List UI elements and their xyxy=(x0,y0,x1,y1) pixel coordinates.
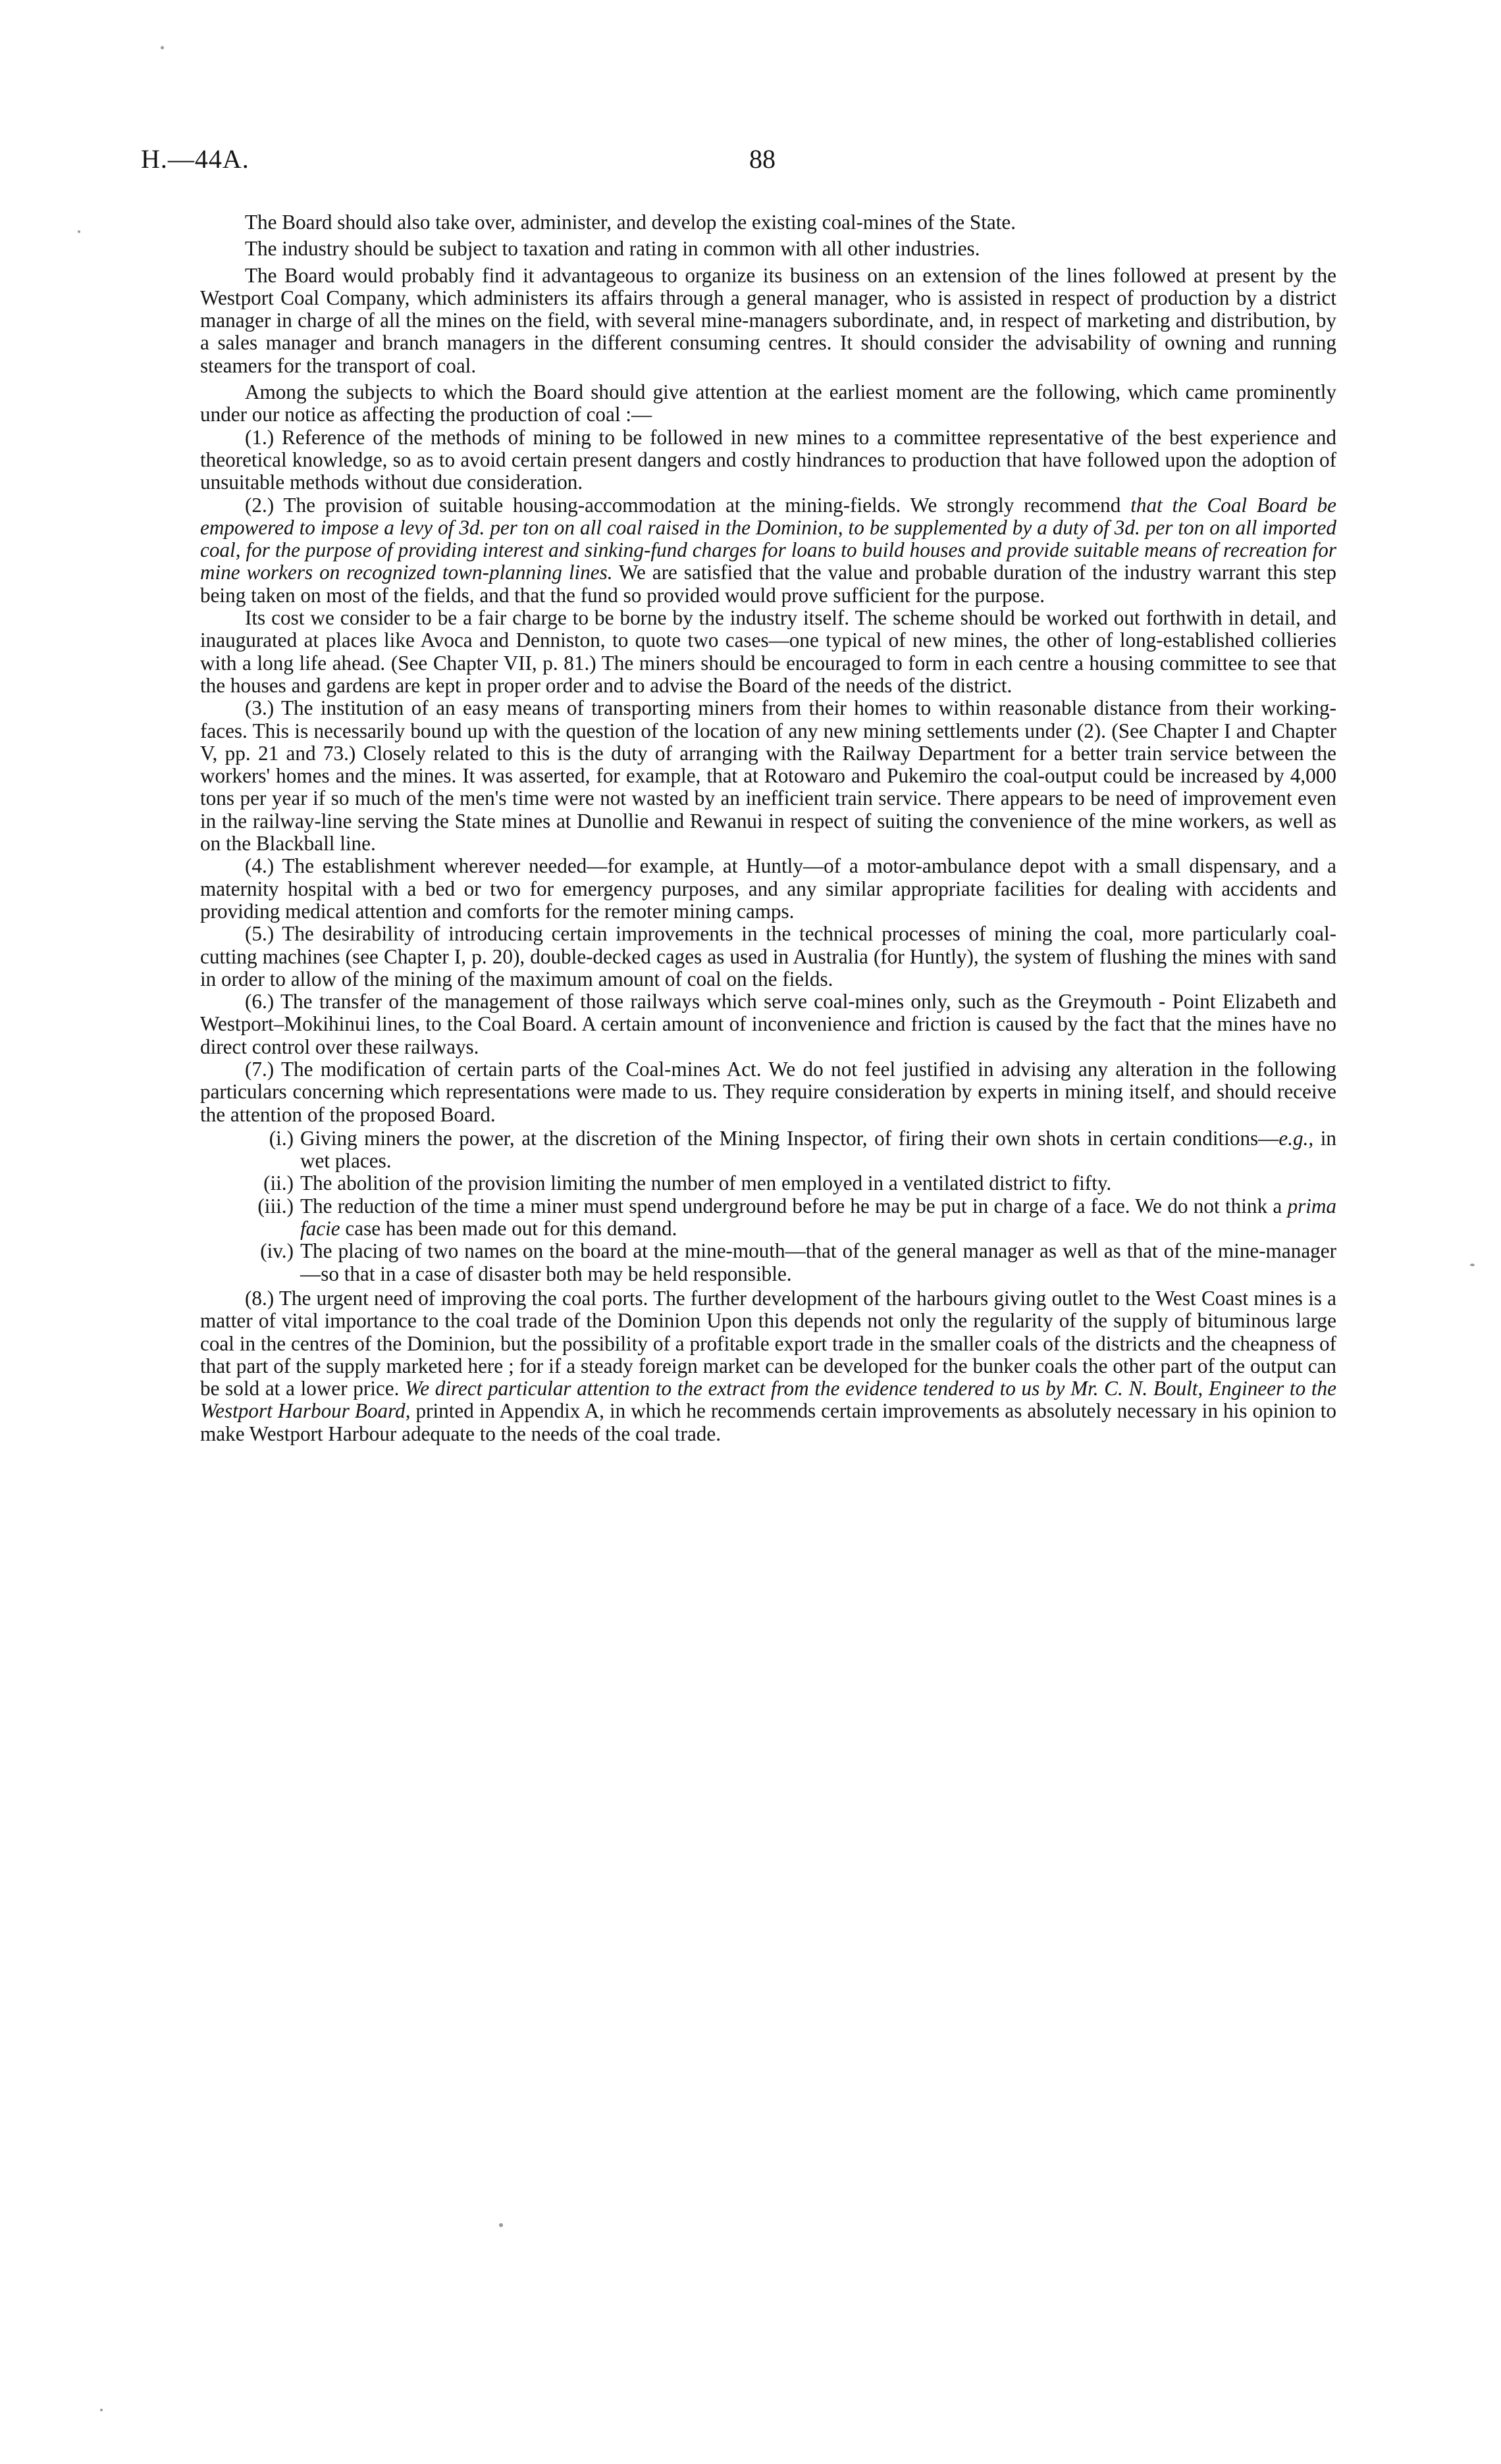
item-italic-text: We direct particular attention to the extract from the evidence tendered to us by Mr. C. N. Boult, Engineer to the Westport Harbour Board, xyxy=(200,1377,1336,1423)
body-text xyxy=(200,211,1336,1445)
list-item: (1.) Reference of the methods of mining to be followed in new mines to a committee representative of the best experience and theoretical knowledge, so as to avoid certain present dangers and costly hindrances to production that have followed upon the adoption of unsuitable methods without due consideration. xyxy=(200,425,1336,494)
paragraph: Among the subjects to which the Board should give attention at the earliest moment are the following, which came prominently under our notice as affecting the production of coal :— xyxy=(200,380,1336,426)
sub-item xyxy=(200,1195,1336,1241)
paragraph: The Board should also take over, administer, and develop the existing coal-mines of the State. xyxy=(245,211,1016,234)
item-text: (8.) The urgent need of improving the coal ports. The further development of the harbours giving outlet to the West Coast mines is a matter of vital importance to the coal trade of the Dominion Upon this depends not only the regularity of the supply of bituminous large coal in the centres of the Dominion, but the possibility of a profitable export trade in the smaller coals of the districts and the cheapness of that part of the supply marketed here ; for if a steady foreign market can be developed for the bunker coals the other part of the output can be sold at a lower price. xyxy=(200,1286,1336,1400)
scan-speck xyxy=(100,2409,103,2411)
sub-item-number: (iii.) xyxy=(257,1194,294,1218)
item-text: printed in Appendix A, in which he recommends certain improvements as absolutely necessary in his opinion to make Westport Harbour adequate to the needs of the coal trade. xyxy=(200,1399,1336,1445)
sub-item xyxy=(200,1127,1336,1173)
sub-item-text: The reduction of the time a miner must spend underground before he may be put in charge of a face. We do not think a xyxy=(300,1194,1288,1218)
sub-item-text: The placing of two names on the board at the mine-mouth—that of the general manager as well as that of the mine-manager—so that in a case of disaster both may be held responsible. xyxy=(300,1239,1336,1285)
item-italic-text: that the Coal Board be empowered to impose a levy of 3d. per ton on all coal raised in the Dominion, to be supplemented by a duty of 3d. per ton on all imported coal, for the purpose of providing interest and sinking-fund charges for loans to build houses and provide suitable means of recreation for mine workers on recognized town-planning lines. xyxy=(200,493,1336,584)
sub-item-list xyxy=(200,1127,1336,1285)
scan-speck xyxy=(161,46,164,49)
item-text: We are satisfied that the value and probable duration of the industry warrant this step being taken on most of the fields, and that the fund so provided would prove sufficient for the purpose. xyxy=(200,561,1336,607)
list-item: (3.) The institution of an easy means of transporting miners from their homes to within reasonable distance from their working-faces. This is necessarily bound up with the question of the location of any new mining settlements under (2). (See Chapter I and Chapter V, pp. 21 and 73.) Closely related to this is the duty of arranging with the Railway Department for a better train service between the workers' homes and the mines. It was asserted, for example, that at Rotowaro and Pukemiro the coal-output could be increased by 4,000 tons per year if so much of the men's time were not wasted by an inefficient train service. There appears to be need of improvement even in the railway-line serving the State mines at Dunollie and Rewanui in respect of suiting the convenience of the mine workers, as well as on the Blackball line. xyxy=(200,696,1336,856)
sub-item-text: The abolition of the provision limiting the number of men employed in a ventilated district to fifty. xyxy=(300,1171,1112,1195)
sub-item-text: in wet places. xyxy=(300,1126,1336,1173)
sub-item-text: case has been made out for this demand. xyxy=(340,1217,677,1241)
sub-item xyxy=(200,1172,1336,1194)
list-item: (7.) The modification of certain parts of the Coal-mines Act. We do not feel justified in advising any alteration in the following particulars concerning which representations were made to us. They require consideration by experts in mining itself, and should receive the attention of the proposed Board. xyxy=(200,1057,1336,1126)
scan-speck xyxy=(499,2223,503,2227)
paragraph: Its cost we consider to be a fair charge to be borne by the industry itself. The scheme should be worked out forthwith in detail, and inaugurated at places like Avoca and Denniston, to quote two cases—one typical of new mines, the other of long-established collieries with a long life ahead. (See Chapter VII, p. 81.) The miners should be encouraged to form in each centre a housing committee to see that the houses and gardens are kept in proper order and to advise the Board of the needs of the district. xyxy=(200,606,1336,697)
sub-item xyxy=(200,1240,1336,1285)
list-item: (6.) The transfer of the management of those railways which serve coal-mines only, such as the Greymouth - Point Elizabeth and Westport–Mokihinui lines, to the Coal Board. A certain amount of inconvenience and friction is caused by the fact that the mines have no direct control over these railways. xyxy=(200,990,1336,1058)
list-item xyxy=(200,494,1336,607)
sub-item-italic-text: e.g., xyxy=(1278,1126,1314,1150)
scan-speck xyxy=(1470,1264,1475,1266)
document-reference: H.—44A. xyxy=(141,144,250,174)
paragraph: The Board would probably find it advantageous to organize its business on an extension of the lines followed at present by the Westport Coal Company, which administers its affairs through a general manager, who is assisted in respect of production by a district manager in charge of all the mines on the field, with several mine-managers subordinate, and, in respect of marketing and distribution, by a sales manager and branch managers in the different consuming centres. It should consider the advisability of owning and running steamers for the transport of coal. xyxy=(200,263,1336,377)
list-item: (4.) The establishment wherever needed—for example, at Huntly—of a motor-ambulance depot with a small dispensary, and a maternity hospital with a bed or two for emergency purposes, and any similar appropriate facilities for dealing with accidents and providing medical attention and comforts for the remoter mining camps. xyxy=(200,854,1336,923)
sub-item-number: (ii.) xyxy=(263,1171,294,1195)
scan-speck xyxy=(78,230,80,233)
item-text: (2.) The provision of suitable housing-accommodation at the mining-fields. We strongly recommend xyxy=(245,493,1131,517)
list-item: (5.) The desirability of introducing certain improvements in the technical processes of mining the coal, more particularly coal-cutting machines (see Chapter I, p. 20), double-decked cages as used in Australia (for Huntly), the system of flushing the mines with sand in order to allow of the mining of the maximum amount of coal on the fields. xyxy=(200,922,1336,990)
list-item xyxy=(200,1287,1336,1445)
sub-item-number: (iv.) xyxy=(260,1239,294,1263)
page-number: 88 xyxy=(749,144,776,174)
sub-item-number: (i.) xyxy=(269,1126,294,1150)
page-header xyxy=(141,143,1332,183)
sub-item-text: Giving miners the power, at the discretion of the Mining Inspector, of firing their own shots in certain conditions— xyxy=(300,1126,1279,1150)
sub-item-italic-text: prima facie xyxy=(300,1194,1336,1241)
paragraph: The industry should be subject to taxation and rating in common with all other industries. xyxy=(245,237,980,261)
